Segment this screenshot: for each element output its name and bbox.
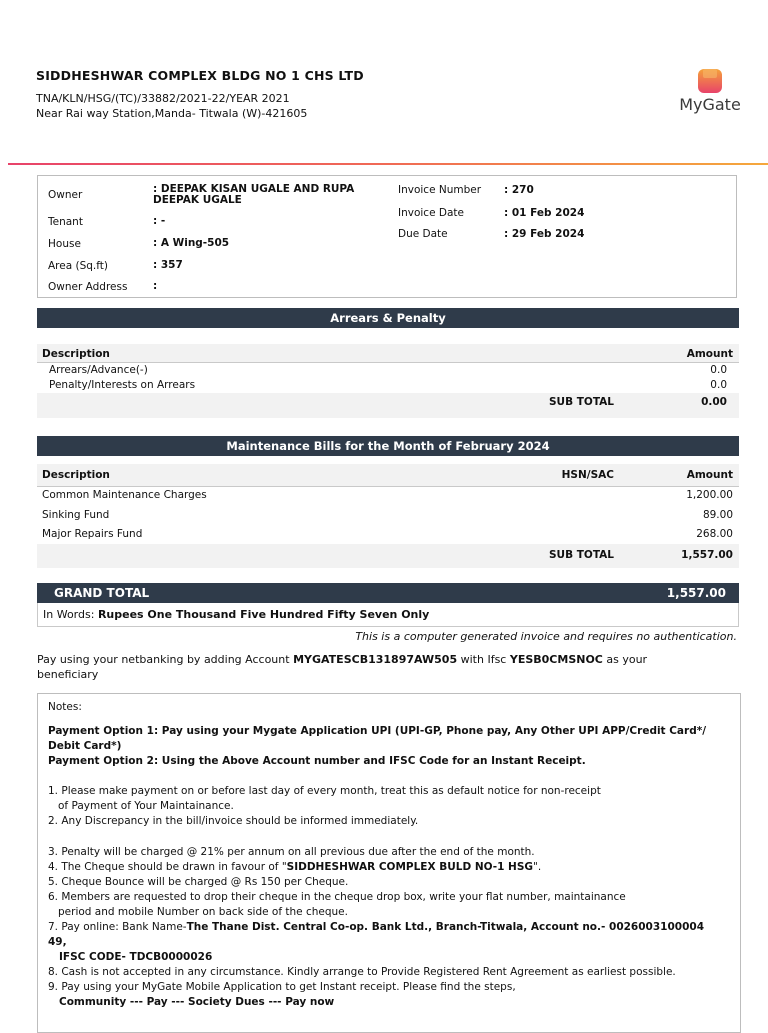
invoice-date-value: : 01 Feb 2024: [504, 207, 585, 219]
maintenance-table: [37, 464, 739, 570]
arrears-row-amount: 0.0: [710, 364, 727, 376]
society-name: SIDDHESHWAR COMPLEX BLDG NO 1 CHS LTD: [36, 68, 364, 83]
account-number: MYGATESCB131897AW505: [293, 653, 458, 666]
maintenance-col-description: Description: [42, 469, 110, 481]
grand-total-bar: [37, 583, 739, 603]
payment-option-2: Payment Option 2: Using the Above Account number and IFSC Code for an Instant Receipt.: [48, 755, 586, 767]
maintenance-col-hsn: HSN/SAC: [561, 469, 614, 481]
note-7-cont: 49,: [48, 936, 67, 948]
penalty-row-description: Penalty/Interests on Arrears: [49, 379, 196, 391]
netbanking-instructions: [37, 652, 737, 682]
note-5: 5. Cheque Bounce will be charged @ Rs 150 per Cheque.: [48, 876, 349, 888]
note-4-suffix: ".: [533, 861, 542, 873]
grand-total-label: GRAND TOTAL: [54, 586, 150, 600]
ifsc-text: with Ifsc: [460, 653, 507, 666]
arrears-col-description: Description: [42, 348, 110, 360]
invoice-number-label: Invoice Number: [398, 184, 482, 196]
tenant-value: : -: [153, 215, 166, 227]
note-3: 3. Penalty will be charged @ 21% per annum on all previous due after the end of the month.: [48, 846, 535, 858]
beneficiary-text: as your: [606, 653, 648, 666]
note-7-prefix: 7. Pay online: Bank Name-: [48, 921, 187, 933]
bank-details: The Thane Dist. Central Co-op. Bank Ltd., Branch-Titwala, Account no.- 0026003100004: [186, 921, 704, 933]
ifsc-code: YESB0CMSNOC: [509, 653, 603, 666]
note-6-cont: period and mobile Number on back side of the cheque.: [48, 906, 348, 918]
penalty-row-amount: 0.0: [710, 379, 727, 391]
owner-invoice-info: [37, 175, 737, 298]
society-address: Near Rai way Station,Manda- Titwala (W)-421605: [36, 107, 308, 120]
maintenance-header: Maintenance Bills for the Month of February 2024: [37, 436, 739, 456]
invoice-number-value: : 270: [504, 184, 534, 196]
note-6: 6. Members are requested to drop their cheque in the cheque drop box, write your flat number, maintainance: [48, 891, 626, 903]
notes-title: Notes:: [48, 701, 82, 713]
owner-address-value: :: [153, 280, 158, 292]
owner-address-label: Owner Address: [48, 281, 128, 293]
payment-option-1-cont: Debit Card*): [48, 740, 122, 752]
maintenance-row-description: Major Repairs Fund: [42, 528, 143, 540]
in-words-prefix: In Words:: [43, 608, 95, 621]
note-9: 9. Pay using your MyGate Mobile Application to get Instant receipt. Please find the steps,: [48, 981, 516, 993]
arrears-penalty-header: Arrears & Penalty: [37, 308, 739, 328]
note-4: [48, 861, 541, 873]
house-value: : A Wing-505: [153, 237, 230, 249]
netbanking-text: Pay using your netbanking by adding Account: [37, 653, 290, 666]
in-words-value: Rupees One Thousand Five Hundred Fifty Seven Only: [97, 608, 430, 621]
mygate-logo-text: MyGate: [679, 95, 741, 114]
arrears-subtotal-label: SUB TOTAL: [549, 396, 614, 408]
maintenance-row-amount: 268.00: [696, 528, 733, 540]
area-label: Area (Sq.ft): [48, 260, 108, 272]
grand-total-value: 1,557.00: [666, 586, 726, 600]
arrears-table: [37, 344, 739, 418]
owner-label: Owner: [48, 189, 83, 201]
maintenance-row-description: Sinking Fund: [42, 509, 110, 521]
ifsc-code-note: IFSC CODE- TDCB0000026: [59, 951, 213, 963]
due-date-label: Due Date: [398, 228, 448, 240]
mygate-steps: Community --- Pay --- Society Dues --- Pay now: [59, 996, 335, 1008]
note-7: [48, 921, 704, 933]
maintenance-col-amount: Amount: [686, 469, 733, 481]
note-8: 8. Cash is not accepted in any circumstance. Kindly arrange to Provide Registered Rent Agreement as earliest possible.: [48, 966, 676, 978]
area-value: : 357: [153, 259, 183, 271]
maintenance-row-description: Common Maintenance Charges: [42, 489, 207, 501]
mygate-logo-icon: [697, 68, 723, 94]
notes-box: [37, 693, 741, 1033]
note-4-prefix: 4. The Cheque should be drawn in favour of ": [48, 861, 287, 873]
computer-generated-note: This is a computer generated invoice and requires no authentication.: [355, 630, 737, 643]
invoice-date-label: Invoice Date: [398, 207, 464, 219]
note-1-cont: of Payment of Your Maintainance.: [48, 800, 234, 812]
owner-value: : DEEPAK KISAN UGALE AND RUPA DEEPAK UGALE: [153, 183, 355, 206]
cheque-payee: SIDDHESHWAR COMPLEX BULD NO-1 HSG: [286, 861, 534, 873]
arrears-row-description: Arrears/Advance(-): [49, 364, 148, 376]
due-date-value: : 29 Feb 2024: [504, 228, 585, 240]
maintenance-row-amount: 1,200.00: [686, 489, 733, 501]
registration-number: TNA/KLN/HSG/(TC)/33882/2021-22/YEAR 2021: [36, 92, 290, 105]
note-2: 2. Any Discrepancy in the bill/invoice should be informed immediately.: [48, 815, 419, 827]
tenant-label: Tenant: [48, 216, 83, 228]
note-1: 1. Please make payment on or before last day of every month, treat this as default notice for non-receipt: [48, 785, 601, 797]
house-label: House: [48, 238, 81, 250]
beneficiary-text-2: beneficiary: [37, 668, 99, 681]
maintenance-subtotal-label: SUB TOTAL: [549, 549, 614, 561]
maintenance-subtotal-value: 1,557.00: [681, 549, 733, 561]
amount-in-words: [37, 603, 739, 627]
arrears-subtotal-value: 0.00: [701, 396, 727, 408]
maintenance-row-amount: 89.00: [702, 509, 733, 521]
payment-option-1: Payment Option 1: Pay using your Mygate Application UPI (UPI-GP, Phone pay, Any Other UPI APP/Credit Card*/: [48, 725, 707, 737]
arrears-col-amount: Amount: [686, 348, 733, 360]
mygate-logo: [672, 68, 748, 118]
header-divider: [8, 163, 768, 165]
